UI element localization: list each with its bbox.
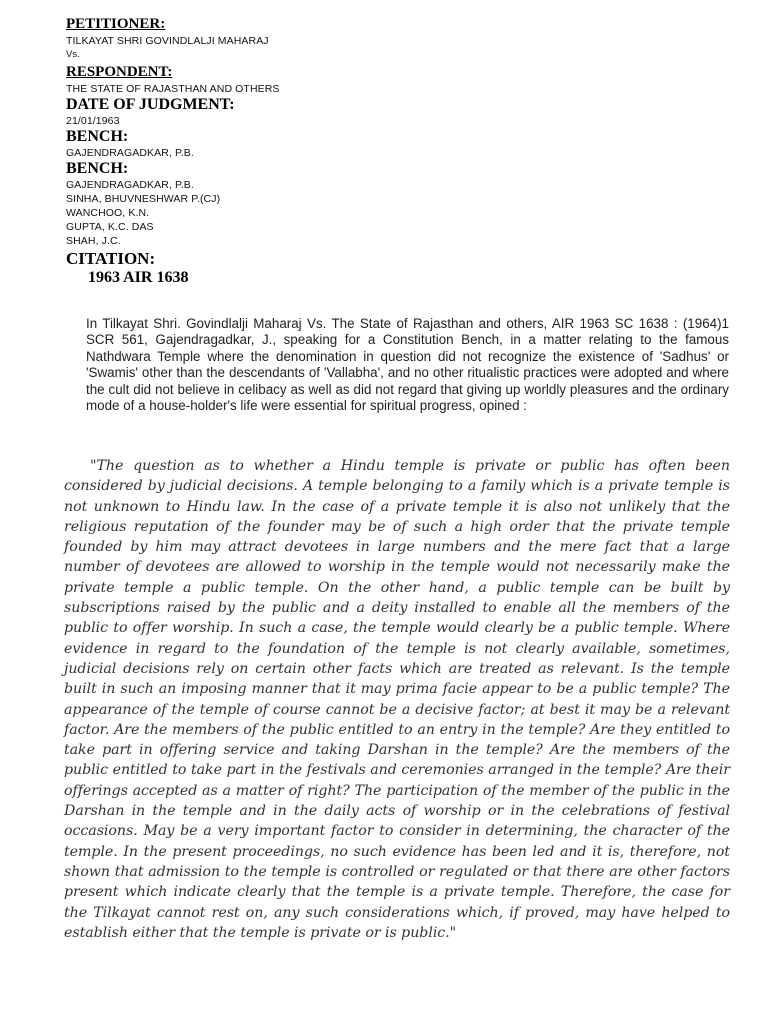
bench-author: GAJENDRAGADKAR, P.B. — [66, 147, 194, 159]
citation-value: 1963 AIR 1638 — [88, 269, 189, 286]
bench-member: GUPTA, K.C. DAS — [66, 221, 154, 233]
versus-label: Vs. — [66, 49, 81, 60]
bench-member: WANCHOO, K.N. — [66, 207, 150, 219]
citation-heading: CITATION: — [66, 249, 156, 268]
bench-member: GAJENDRAGADKAR, P.B. — [66, 179, 194, 191]
date-of-judgment-heading: DATE OF JUDGMENT: — [66, 96, 235, 113]
bench-heading: BENCH: — [66, 160, 129, 177]
bench-member: SINHA, BHUVNESHWAR P.(CJ) — [66, 193, 221, 205]
petitioner-heading: PETITIONER: — [66, 16, 166, 32]
intro-paragraph: In Tilkayat Shri. Govindlalji Maharaj Vs. The State of Rajasthan and others, AIR 1963 SC 1638 : (1964)1 SCR 561, Gajendragadkar, J., speaking for a Constitution Bench, in a matter relating to the famous Nathdwara Temple where the denomination in question did not recognize the existence of 'Sadhus' or 'Swamis' other than the descendants of 'Vallabha', and no other ritualistic practices were adopted and where the cult did not believe in celibacy as well as did not regard that giving up worldly pleasures and the ordinary mode of a house-holder's life were essential for spiritual progress, opined : — [86, 316, 729, 414]
bench-heading: BENCH: — [66, 128, 129, 145]
respondent-name: THE STATE OF RAJASTHAN AND OTHERS — [66, 83, 280, 95]
bench-member: SHAH, J.C. — [66, 235, 121, 247]
respondent-heading: RESPONDENT: — [66, 64, 173, 80]
petitioner-name: TILKAYAT SHRI GOVINDLALJI MAHARAJ — [66, 35, 269, 47]
judgment-date: 21/01/1963 — [66, 115, 120, 127]
quoted-judgment-paragraph: "The question as to whether a Hindu temple is private or public has often been considered by judicial decisions. A temple belonging to a family which is a private temple is not unknown to Hindu law. In the case of a private temple it is also not unlikely that the religious reputation of the founder may be of such a high order that the private temple founded by him may attract devotees in large numbers and the mere fact that a large number of devotees are allowed to worship in the temple would not necessarily make the private temple a public temple. On the other hand, a public temple can be built by subscriptions raised by the public and a deity installed to enable all the members of the public to offer worship. In such a case, the temple would clearly be a public temple. Where evidence in regard to the foundation of the temple is not clearly available, sometimes, judicial decisions rely on certain other facts which are treated as relevant. Is the temple built in such an imposing manner that it may prima facie appear to be a public temple? The appearance of the temple of course cannot be a decisive factor; at best it may be a relevant factor. Are the members of the public entitled to an entry in the temple? Are they entitled to take part in offering service and taking Darshan in the temple? Are the members of the public entitled to take part in the festivals and ceremonies arranged in the temple? Are their offerings accepted as a matter of right? The participation of the member of the public in the Darshan in the temple and in the daily acts of worship or in the celebrations of festival occasions. May be a very important factor to consider in determining, the character of the temple. In the present proceedings, no such evidence has been led and it is, therefore, not shown that admission to the temple is controlled or regulated or that there are other factors present which indicate clearly that the temple is a private temple. Therefore, the case for the Tilkayat cannot rest on, any such considerations which, if proved, may have helped to establish either that the temple is private or is public." — [64, 458, 730, 941]
